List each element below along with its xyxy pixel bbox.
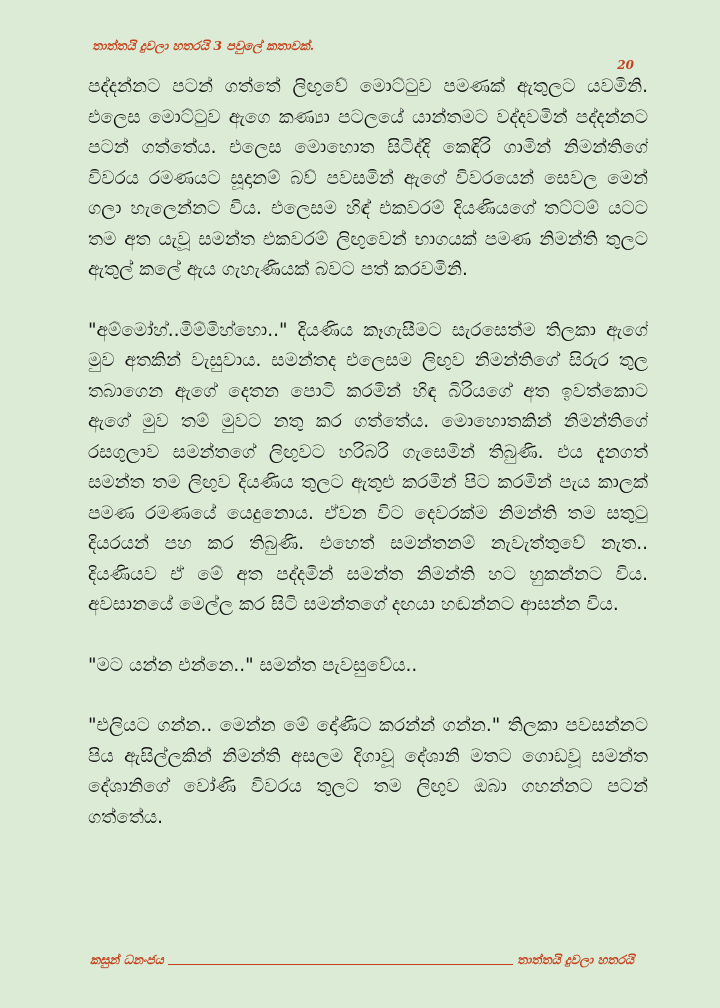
page-number: 20 [617, 58, 634, 72]
paragraph: "එලියට ගන්න.. මෙන්න මේ දෝණිට කරන්න් ගන්න." තිලකා පවසන්නට පිය ඇසිල්ලකින් නිමන්ති අසලම දිගාවූ දේශානි මතට ගොඩවූ සමන්ත දේශානිගේ වෝණි විවරය තුලට තම ලිඟුව ඔබා ගහන්නට පටන් ගත්තේය. [88, 715, 648, 828]
footer [90, 952, 634, 968]
footer-divider [168, 963, 513, 965]
paragraph: "අම්මෝහ්..මිම්මිහ්හො.." දියණිය කෑගැසීමට සැරසෙත්ම තිලකා ඇගේ මුව අතකින් වැසුවාය. සමන්තද එලෙසම ලිඟුව නිමන්තිගේ සිරුර තුල තබාගෙන ඇගේ දෙතන පොටි කරමින් හිඳ බිරියගේ අත ඉවත්කොට ඇගේ මුව තම් මුවට නතු කර ගත්තේය. මොහොතකින් නිමන්තිගේ රසගුලාව සමන්තගේ ලිඟුවට හරිබරි ගැසෙමින් තිබුණි. එය දැනගත් සමන්ත තම ලිඟුව දියණිය තුලට ඇතුළු කරමින් පිට කරමින් පැය කාලක් පමණ රමණයේ යෙදුනොය. ඒවන විට දෙවරක්ම නිමන්ති තම සතුටු දියරයන් පහ කර තිබුණි. එහෙත් සමන්තනම් නැවැත්තුවේ නැත.. දියණියව ඒ මේ අත පද්දමින් සමන්ත නිමන්ති හට හුකන්නට විය. අවසානයේ මෙල්ල කර සිටි සමන්තගේ දඟයා හඬන්නට ආසන්න විය. [88, 319, 648, 615]
paragraph: පද්දන්නට පටන් ගත්තේ ලිඟුවේ මොට්ටුව පමණක් ඇතුලට යවමිනි. එලෙස මොට්ටුව ඇගෙ කණ්‍යා පටලයේ යාන්තමට වද්දවමින් පද්දන්නට පටන් ගත්තේය. එලෙස මොහොත සිටිද්දි කෙඳිරි ගාමින් නිමන්තිගේ විවරය රමණයට සූදානම් බව් පවසමින් ඇගේ විවරයෙන් සෙවල මෙන් ගලා හැලෙන්නට විය. එලෙසම හිඳ් එකවරම් දියණියගේ තට්ටම් යටට තම අත යැවූ සමන්ත එකවරම් ලිඟුවෙන් භාගයක් පමණ නිමන්ති තුලට ඇතුල් කලේ ඇය ගැහැණියක් බවට පත් කරවමිනි. [88, 76, 648, 280]
story-body [88, 72, 648, 833]
paragraph: "මට යන්න එන්නෙ.." සමන්ත පැවසුවේය.. [88, 654, 418, 676]
footer-author: කසුන් ධනංජය [90, 952, 164, 967]
header-title: තාත්තයි දුවලා හතරයි 3 පවුලේ කතාවක්. [92, 38, 315, 53]
footer-series-title: තාත්තයි දුවලා හතරයි [517, 952, 634, 967]
